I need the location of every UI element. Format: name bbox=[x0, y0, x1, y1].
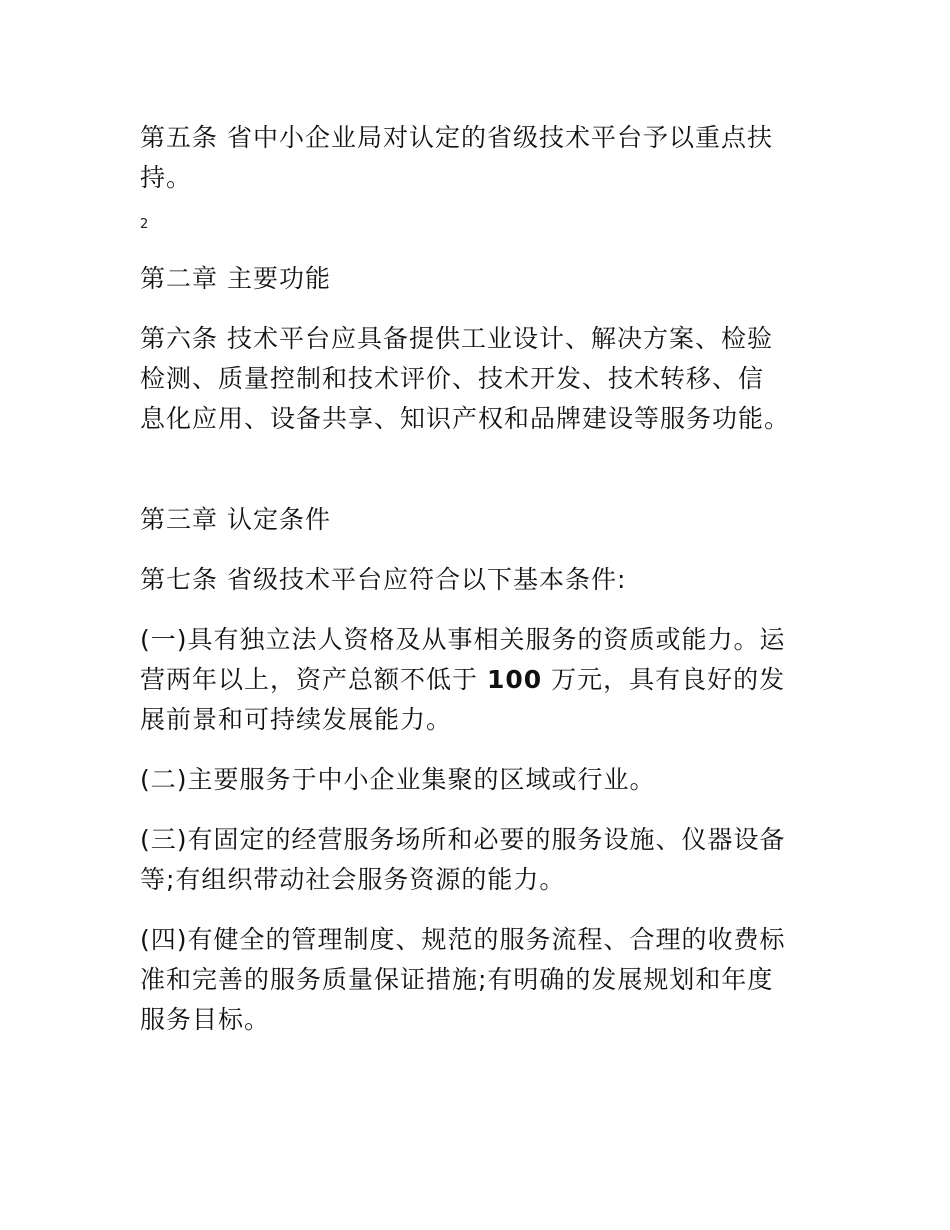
article-7-item-4 bbox=[140, 920, 820, 1040]
item-1-line-1: (一)具有独立法人资格及从事相关服务的资质或能力。运 bbox=[140, 625, 786, 654]
article-7-intro-text: 第七条 省级技术平台应符合以下基本条件: bbox=[140, 565, 627, 594]
article-6-line-2: 检测、质量控制和技术评价、技术开发、技术转移、信 bbox=[140, 364, 765, 393]
item-3-line-1: (三)有固定的经营服务场所和必要的服务设施、仪器设备 bbox=[140, 825, 786, 854]
item-4-line-1: (四)有健全的管理制度、规范的服务流程、合理的收费标 bbox=[140, 925, 786, 954]
article-5 bbox=[140, 118, 820, 198]
item-4-line-2: 准和完善的服务质量保证措施;有明确的发展规划和年度 bbox=[140, 965, 774, 994]
article-7-item-1 bbox=[140, 620, 820, 740]
chapter-2-heading bbox=[140, 259, 820, 299]
chapter-2-heading-text: 第二章 主要功能 bbox=[140, 264, 331, 293]
item-1-line-2 bbox=[140, 660, 820, 700]
article-5-line-2: 持。 bbox=[140, 163, 193, 192]
article-7-item-2 bbox=[140, 760, 820, 800]
chapter-3-heading-text: 第三章 认定条件 bbox=[140, 505, 331, 534]
article-6-line-1: 第六条 技术平台应具备提供工业设计、解决方案、检验 bbox=[140, 324, 773, 353]
article-6 bbox=[140, 319, 820, 439]
article-7-intro bbox=[140, 560, 820, 600]
article-7-item-3 bbox=[140, 820, 820, 900]
item-1-line-2-post: 万元，具有良好的发 bbox=[542, 665, 786, 694]
article-6-line-3: 息化应用、设备共享、知识产权和品牌建设等服务功能。 bbox=[140, 404, 791, 433]
item-1-line-2-pre: 营两年以上，资产总额不低于 bbox=[140, 665, 487, 694]
item-4-line-3: 服务目标。 bbox=[140, 1005, 271, 1034]
item-2-line-1: (二)主要服务于中小企业集聚的区域或行业。 bbox=[140, 765, 656, 794]
item-3-line-2: 等;有组织带动社会服务资源的能力。 bbox=[140, 865, 566, 894]
asset-amount: 100 bbox=[486, 665, 543, 694]
page-number: 2 bbox=[140, 217, 149, 232]
chapter-3-heading bbox=[140, 500, 820, 540]
article-5-line-1: 第五条 省中小企业局对认定的省级技术平台予以重点扶 bbox=[140, 123, 773, 152]
item-1-line-3: 展前景和可持续发展能力。 bbox=[140, 705, 453, 734]
